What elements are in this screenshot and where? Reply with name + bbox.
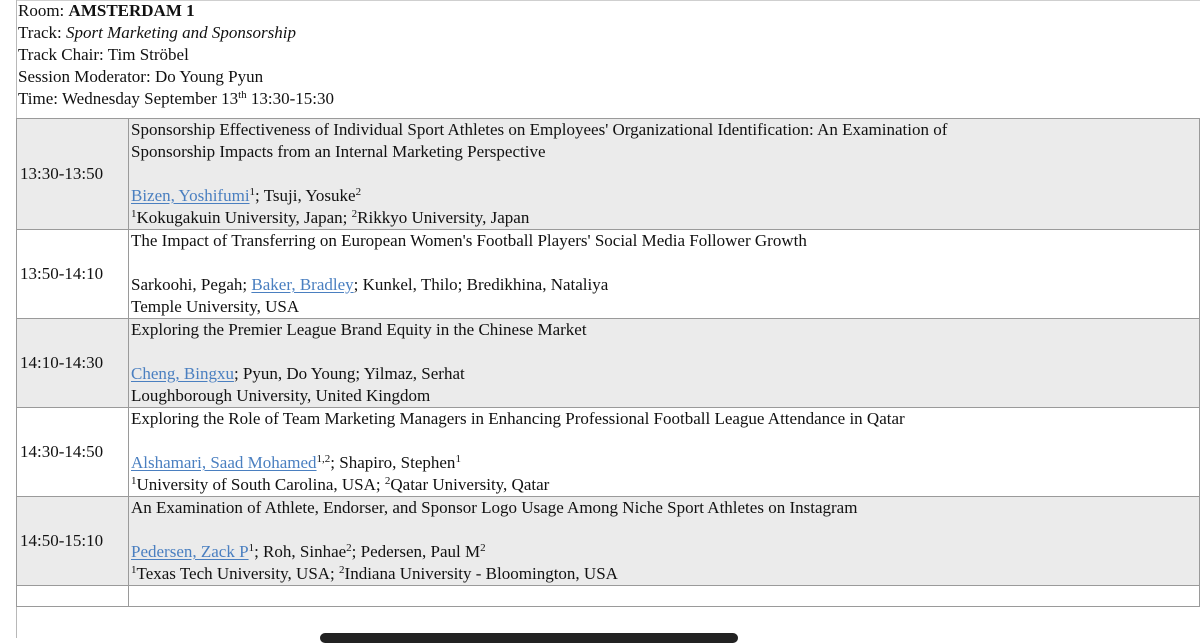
room-name: AMSTERDAM 1 [68, 1, 195, 20]
presentation-title: Exploring the Premier League Brand Equity in the Chinese Market [131, 320, 587, 339]
schedule-table [16, 118, 1200, 607]
time-slot: 14:30-14:50 [17, 408, 129, 497]
affiliation: $^1$Texas Tech University, USA; $^2$Indiana University - Bloomington, USA [131, 564, 618, 583]
table-row [17, 319, 1200, 408]
presenter-link[interactable]: Bizen, Yoshifumi [131, 186, 250, 205]
presentation-cell [129, 230, 1200, 319]
presentation-cell [129, 119, 1200, 230]
presentation-cell [129, 319, 1200, 408]
presentation-title: Exploring the Role of Team Marketing Managers in Enhancing Professional Football League Attendance in Qatar [131, 409, 905, 428]
table-row [17, 497, 1200, 586]
moderator-line [0, 66, 1200, 88]
time-range: 13:30-15:30 [250, 89, 335, 108]
author-list: Bizen, Yoshifumi$^1$; Tsuji, Yosuke$^2$ [131, 186, 362, 205]
track-chair-line [0, 44, 1200, 66]
table-row-partial [17, 586, 1200, 607]
presentation-cell [129, 497, 1200, 586]
table-row [17, 119, 1200, 230]
time-slot: 14:10-14:30 [17, 319, 129, 408]
presentation-cell [129, 408, 1200, 497]
presentation-title-cont: Sponsorship Impacts from an Internal Marketing Perspective [131, 142, 546, 161]
author-name: Pedersen, Paul M [360, 542, 481, 561]
presenter-link[interactable]: Pedersen, Zack P [131, 542, 249, 561]
affiliation: $^1$University of South Carolina, USA; $^2$Qatar University, Qatar [131, 475, 550, 494]
author-list: Sarkoohi, Pegah; Baker, Bradley; Kunkel, Thilo; Bredikhina, Nataliya [131, 275, 609, 294]
track-chair-label: Track Chair: [18, 45, 104, 64]
time-day-suffix: th [238, 89, 247, 101]
author-list: Alshamari, Saad Mohamed$^{1,2}$; Shapiro, Stephen$^1$ [131, 453, 461, 472]
presentation-title: The Impact of Transferring on European Women's Football Players' Social Media Follower Growth [131, 231, 807, 250]
author-list: Pedersen, Zack $P^1$; Roh, Sinhae$^2$; Pedersen, Paul $M^2$ [131, 542, 486, 561]
table-row [17, 230, 1200, 319]
affiliation: $^1$Kokugakuin University, Japan; $^2$Rikkyo University, Japan [131, 208, 530, 227]
presenter-link[interactable]: Baker, Bradley [251, 275, 354, 294]
table-row [17, 408, 1200, 497]
room-line [0, 0, 1200, 22]
affiliation: Temple University, USA [131, 297, 300, 316]
room-label: Room: [18, 1, 65, 20]
author-name: Shapiro, Stephen [339, 453, 456, 472]
moderator-label: Session Moderator: [18, 67, 151, 86]
presentation-title: Sponsorship Effectiveness of Individual Sport Athletes on Employees' Organizational Identification: An Examination of [131, 120, 948, 139]
author-name: Roh, Sinhae [263, 542, 347, 561]
moderator-name: Do Young Pyun [154, 67, 264, 86]
author-list: Cheng, Bingxu; Pyun, Do Young; Yilmaz, Serhat [131, 364, 465, 383]
time-slot-empty [17, 586, 129, 607]
presenter-link[interactable]: Alshamari, Saad Mohamed [131, 453, 317, 472]
presentation-title: An Examination of Athlete, Endorser, and Sponsor Logo Usage Among Niche Sport Athletes on Instagram [131, 498, 858, 517]
time-day: Wednesday September 13 [61, 89, 239, 108]
presenter-link[interactable]: Cheng, Bingxu [131, 364, 234, 383]
session-header [0, 0, 1200, 110]
home-indicator-bar[interactable] [320, 633, 738, 643]
track-line [0, 22, 1200, 44]
track-chair-name: Tim Ströbel [107, 45, 189, 64]
track-label: Track: [18, 23, 62, 42]
time-line [0, 88, 1200, 110]
track-name: Sport Marketing and Sponsorship [66, 23, 296, 42]
time-label: Time: [18, 89, 59, 108]
author-name: Tsuji, Yosuke [263, 186, 356, 205]
presentation-cell-empty [129, 586, 1200, 607]
time-slot: 13:30-13:50 [17, 119, 129, 230]
time-slot: 13:50-14:10 [17, 230, 129, 319]
affiliation: Loughborough University, United Kingdom [131, 386, 431, 405]
time-slot: 14:50-15:10 [17, 497, 129, 586]
